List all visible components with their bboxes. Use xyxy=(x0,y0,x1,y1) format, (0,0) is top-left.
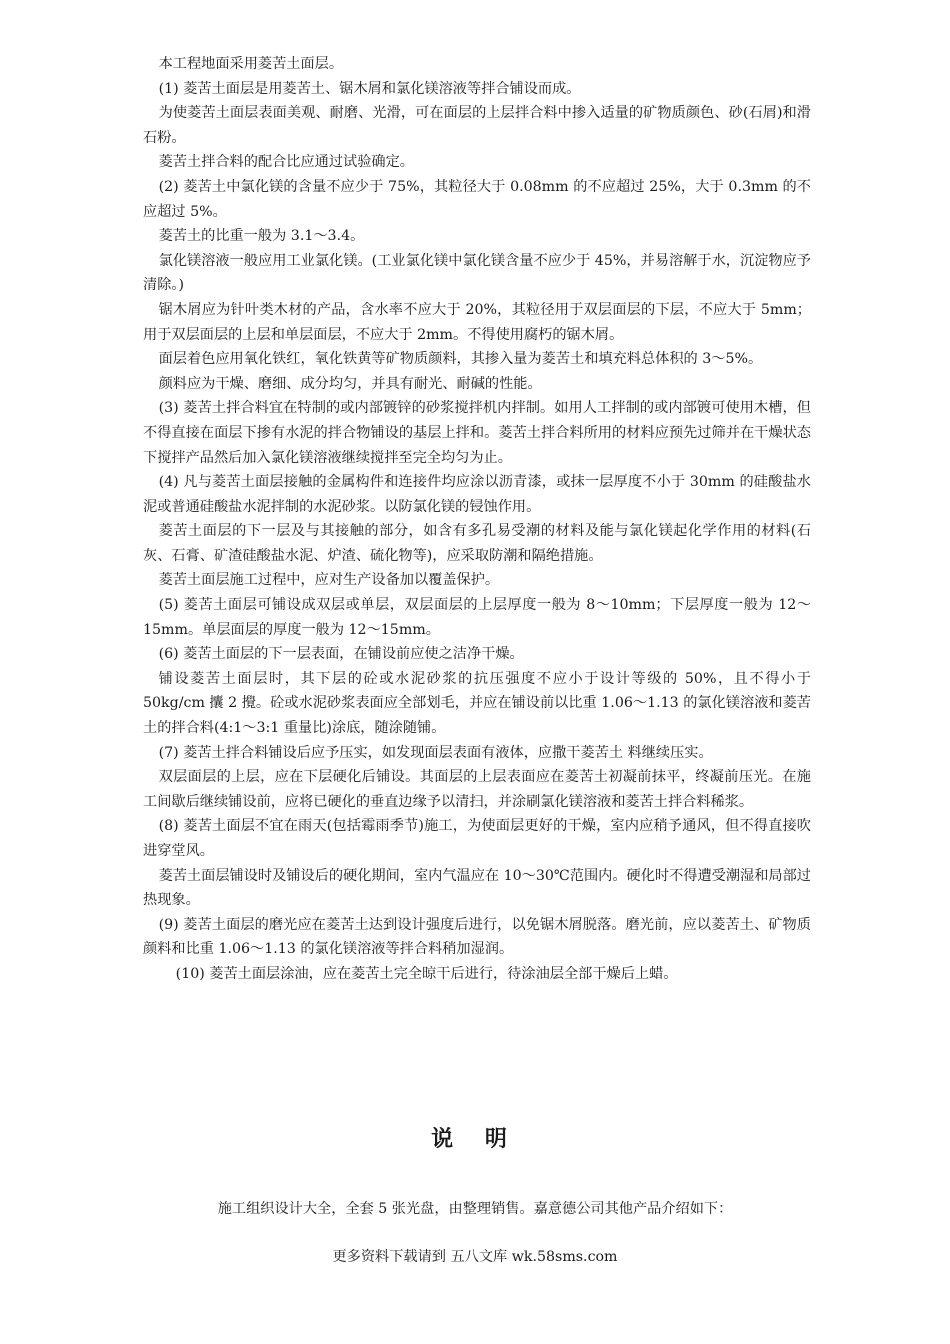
paragraph: 菱苦土面层的下一层及与其接触的部分，如含有多孔易受潮的材料及能与氯化镁起化学作用的材料(石灰、石膏、矿渣硅酸盐水泥、炉渣、硫化物等)，应采取防潮和隔绝措施。 xyxy=(143,523,811,564)
section-heading: 说 明 xyxy=(431,1126,519,1152)
paragraph: (3) 菱苦土拌合料宜在特制的或内部镀锌的砂浆搅拌机内拌制。如用人工拌制的或内部镀可使用木槽，但不得直接在面层下掺有水泥的拌合物铺设的基层上拌和。菱苦土拌合料所用的材料应预先过筛并在干燥状态下搅拌产品然后加入氯化镁溶液继续搅拌至完全均匀为止。 xyxy=(143,400,811,466)
paragraph: 铺设菱苦土面层时，其下层的砼或水泥砂浆的抗压强度不应小于设计等级的 50%，且不得小于 50kg/cm 攮 2 攪。砼或水泥砂浆表面应全部划毛，并应在铺设前以比重 1.06～1.13 的氯化镁溶液和菱苦土的拌合料(4:1～3:1 重量比)涂底，随涂随铺。 xyxy=(143,670,811,737)
paragraph: (7) 菱苦土拌合料铺设后应予压实，如发现面层表面有液体，应撒干菱苦土 料继续压实。 xyxy=(158,744,713,761)
paragraph: (6) 菱苦土面层的下一层表面，在铺设前应使之洁净干燥。 xyxy=(158,646,524,663)
paragraph: 双层面层的上层，应在下层硬化后铺设。其面层的上层表面应在菱苦土初凝前抹平，终凝前压光。在施工间歇后继续铺设前，应将已硬化的垂直边缘予以清扫，并涂刷氯化镁溶液和菱苦土拌合料稀浆。 xyxy=(143,769,811,810)
paragraph: (9) 菱苦土面层的磨光应在菱苦土达到设计强度后进行，以免锯木屑脱落。磨光前，应以菱苦土、矿物质颜料和比重 1.06～1.13 的氯化镁溶液等拌合料稍加湿润。 xyxy=(143,916,811,958)
paragraph: (4) 凡与菱苦土面层接触的金属构件和连接件均应涂以沥青漆，或抹一层厚度不小于 30mm 的硅酸盐水泥或普通硅酸盐水泥拌制的水泥砂浆。以防氯化镁的锓蚀作用。 xyxy=(143,474,811,515)
paragraph: (8) 菱苦土面层不宜在雨天(包括霉雨季节)施工，为使面层更好的干燥，室内应稍予通风，但不得直接吹进穿堂风。 xyxy=(143,818,811,859)
paragraph: (2) 菱苦土中氯化镁的含量不应少于 75%，其粒径大于 0.08mm 的不应超过 25%，大于 0.3mm 的不应超过 5%。 xyxy=(143,178,811,220)
paragraph: 菱苦土面层施工过程中，应对生产设备加以覆盖保护。 xyxy=(158,572,500,589)
paragraph: 本工程地面采用菱苦土面层。 xyxy=(158,56,344,72)
paragraph: (1) 菱苦土面层是用菱苦土、锯木屑和氯化镁溶液等拌合铺设而成。 xyxy=(158,80,581,97)
body-text xyxy=(143,52,811,987)
paragraph: (10) 菱苦土面层涂油，应在菱苦土完全晾干后进行，待涂油层全部干燥后上蜡。 xyxy=(175,965,678,982)
paragraph: 锯木屑应为针叶类木材的产品，含水率不应大于 20%，其粒径用于双层面层的下层，不应大于 5mm；用于双层面层的上层和单层面层，不应大于 2mm。不得使用腐朽的锯木屑。 xyxy=(143,301,811,343)
paragraph: 菱苦土面层铺设时及铺设后的硬化期间，室内气温应在 10～30℃范围内。硬化时不得遭受潮湿和局部过热现象。 xyxy=(143,867,811,909)
paragraph: 面层着色应用氧化铁红，氧化铁黄等矿物质颜料，其掺入量为菱苦土和填充料总体积的 3～5%。 xyxy=(158,351,763,368)
paragraph: (5) 菱苦土面层可铺设成双层或单层，双层面层的上层厚度一般为 8～10mm；下层厚度一般为 12～15mm。单层面层的厚度一般为 12～15mm。 xyxy=(143,597,811,638)
intro-line: 施工组织设计大全，全套 5 张光盘，由整理销售。嘉意德公司其他产品介绍如下： xyxy=(217,1201,733,1217)
paragraph: 颜料应为干燥、磨细、成分均匀，并具有耐光、耐碱的性能。 xyxy=(158,375,542,392)
paragraph: 为使菱苦土面层表面美观、耐磨、光滑，可在面层的上层拌合料中掺入适量的矿物质颜色、砂(石屑)和滑石粉。 xyxy=(143,105,811,146)
paragraph: 菱苦土拌合料的配合比应通过试验确定。 xyxy=(158,154,414,171)
paragraph: 氯化镁溶液一般应用工业氯化镁。(工业氯化镁中氯化镁含量不应少于 45%，并易溶解于水，沉淀物应予清除。) xyxy=(143,252,811,294)
paragraph: 菱苦土的比重一般为 3.1～3.4。 xyxy=(158,228,365,245)
footer-link-text: 更多资料下载请到 五八文库 wk.58sms.com xyxy=(332,1249,618,1265)
